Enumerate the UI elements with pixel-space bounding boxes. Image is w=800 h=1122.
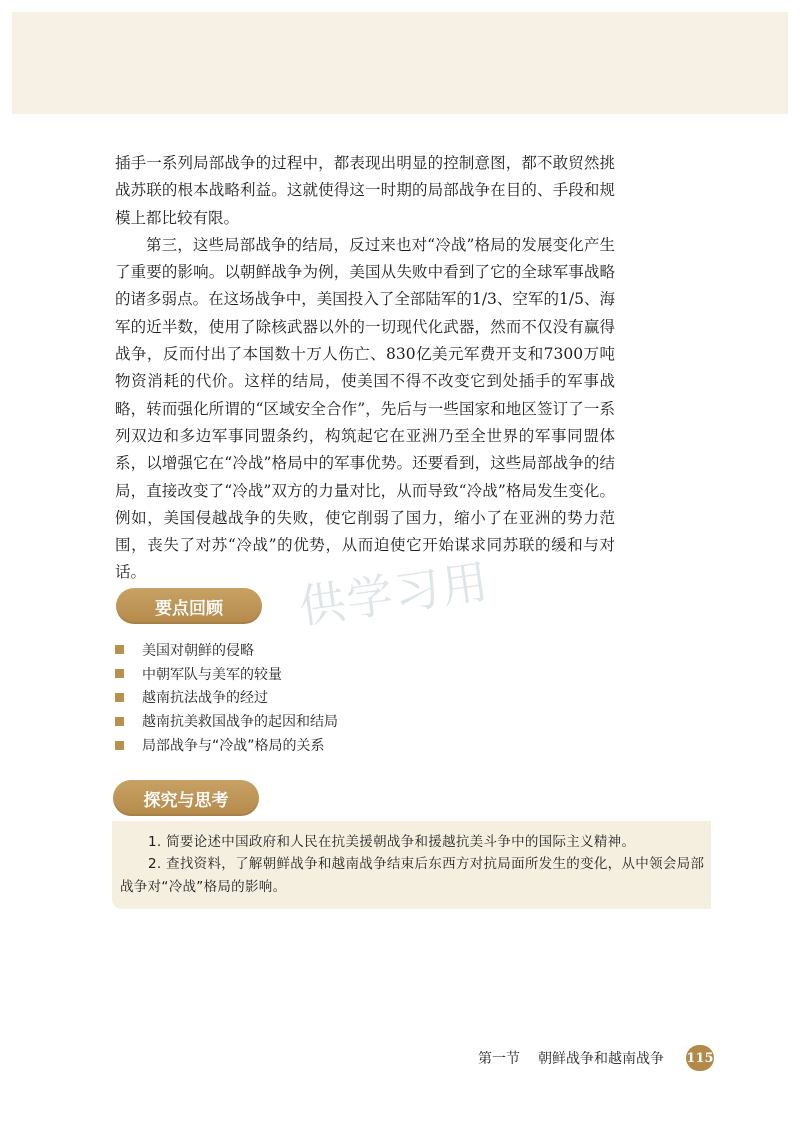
explore-question: 2. 查找资料，了解朝鲜战争和越南战争结束后东西方对抗局面所发生的变化，从中领会局部战争对“冷战”格局的影响。	[120, 856, 705, 895]
explore-question: 1. 简要论述中国政府和人民在抗美援朝战争和援越抗美斗争中的国际主义精神。	[148, 834, 636, 850]
list-item	[115, 662, 338, 686]
watermark: 供学习用	[295, 553, 494, 635]
list-item	[115, 638, 338, 662]
square-bullet-icon	[115, 669, 124, 678]
list-item	[115, 686, 338, 710]
review-heading: 要点回顾	[116, 588, 262, 624]
header-band	[12, 12, 788, 114]
page-number: 115	[686, 1045, 714, 1071]
list-item-label: 中朝军队与美军的较量	[142, 666, 282, 683]
list-item-label: 越南抗美救国战争的起因和结局	[142, 714, 338, 731]
square-bullet-icon	[115, 693, 124, 702]
list-item-label: 越南抗法战争的经过	[142, 690, 268, 707]
page-footer	[478, 1045, 714, 1071]
explore-box	[112, 821, 711, 909]
list-item-label: 美国对朝鲜的侵略	[142, 642, 254, 659]
footer-chapter-title: 朝鲜战争和越南战争	[538, 1051, 664, 1067]
explore-heading: 探究与思考	[113, 780, 259, 816]
list-item	[115, 709, 338, 733]
body-text	[115, 150, 615, 587]
review-list	[115, 638, 338, 757]
paragraph: 第三，这些局部战争的结局，反过来也对“冷战”格局的发展变化产生了重要的影响。以朝鲜战争为例，美国从失败中看到了它的全球军事战略的诸多弱点。在这场战争中，美国投入了全部陆军的1/3、空军的1/5、海军的近半数，使用了除核武器以外的一切现代化武器，然而不仅没有赢得战争，反而付出了本国数十万人伤亡、830亿美元军费开支和7300万吨物资消耗的代价。这样的结局，使美国不得不改变它到处插手的军事战略，转而强化所谓的“区域安全合作”，先后与一些国家和地区签订了一系列双边和多边军事同盟条约，构筑起它在亚洲乃至全世界的军事同盟体系，以增强它在“冷战”格局中的军事优势。还要看到，这些局部战争的结局，直接改变了“冷战”双方的力量对比，从而导致“冷战”格局发生变化。例如，美国侵越战争的失败，使它削弱了国力，缩小了在亚洲的势力范围，丧失了对苏“冷战”的优势，从而迫使它开始谋求同苏联的缓和与对话。	[115, 235, 615, 582]
list-item-label: 局部战争与“冷战”格局的关系	[142, 738, 325, 755]
square-bullet-icon	[115, 645, 124, 654]
square-bullet-icon	[115, 741, 124, 750]
list-item	[115, 733, 338, 757]
paragraph: 插手一系列局部战争的过程中，都表现出明显的控制意图，都不敢贸然挑战苏联的根本战略利益。这就使得这一时期的局部战争在目的、手段和规模上都比较有限。	[115, 154, 615, 227]
square-bullet-icon	[115, 717, 124, 726]
footer-section: 第一节	[478, 1051, 520, 1067]
